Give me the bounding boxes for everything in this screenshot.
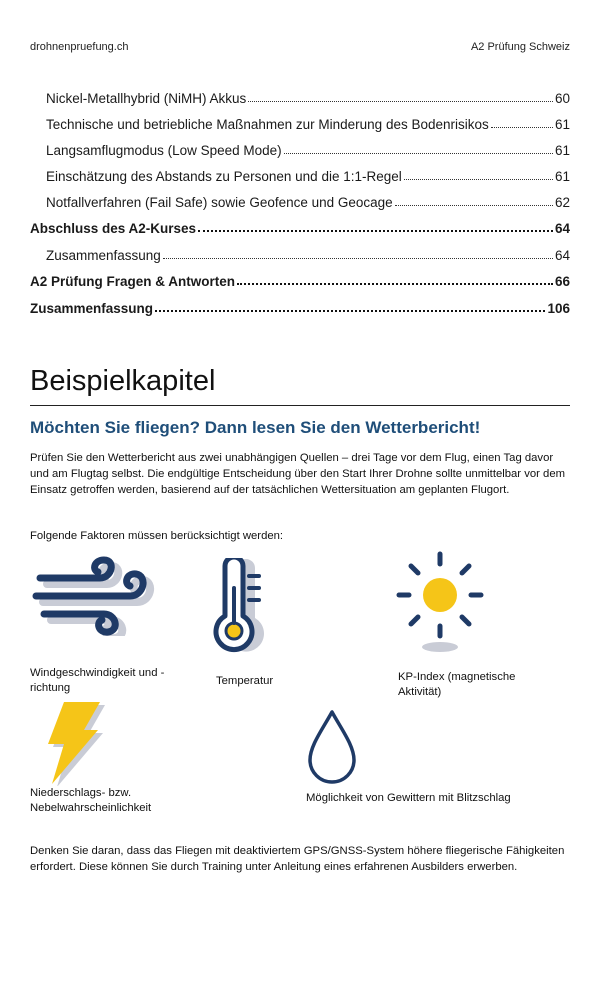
toc-leader-dots <box>395 205 553 206</box>
site-name: drohnenpruefung.ch <box>30 41 129 53</box>
toc-entry-page: 64 <box>554 248 570 263</box>
toc-entry[interactable] <box>30 138 570 158</box>
toc-chapter-entry[interactable] <box>30 296 570 316</box>
toc-entry-page: 66 <box>554 274 570 289</box>
section-title: Möchten Sie fliegen? Dann lesen Sie den Wetterbericht! <box>30 418 481 437</box>
toc-entry-label: Technische und betriebliche Maßnahmen zur Minderung des Bodenrisikos <box>46 117 489 132</box>
toc-entry[interactable] <box>30 243 570 263</box>
toc-entry[interactable] <box>30 112 570 132</box>
toc-entry-label: Nickel-Metallhybrid (NiMH) Akkus <box>46 91 247 106</box>
toc-leader-dots <box>198 230 553 232</box>
toc-entry-page: 61 <box>554 169 570 184</box>
toc-chapter-entry[interactable] <box>30 216 570 236</box>
wind-icon <box>32 556 162 636</box>
outro-paragraph: Denken Sie daran, dass das Fliegen mit deaktiviertem GPS/GNSS-System höhere fliegerische Fähigkeiten erfordert. Diese können Sie durch Training unter Anleitung eines erfahrenen Ausbilders erwerben. <box>30 845 565 873</box>
toc-entry-label: Langsamflugmodus (Low Speed Mode) <box>46 143 282 158</box>
toc-chapter-entry[interactable] <box>30 269 570 289</box>
toc-entry[interactable] <box>30 164 570 184</box>
factor-precipitation-label: Niederschlags- bzw. Nebelwahrscheinlichkeit <box>30 787 152 814</box>
toc-entry-page: 60 <box>554 91 570 106</box>
toc-entry-page: 61 <box>554 117 570 132</box>
thermometer-icon <box>207 558 273 654</box>
chapter-divider <box>30 405 570 406</box>
toc-entry-page: 61 <box>554 143 570 158</box>
toc-entry-page: 106 <box>547 301 570 316</box>
factor-kp-index-label: KP-Index (magnetische Aktivität) <box>398 671 516 698</box>
toc-entry-label: Zusammenfassung <box>30 301 154 316</box>
toc-leader-dots <box>155 310 545 312</box>
sun-icon <box>392 550 488 654</box>
water-drop-icon <box>304 708 364 788</box>
toc-entry-label: Notfallverfahren (Fail Safe) sowie Geofence und Geocage <box>46 195 393 210</box>
toc-entry[interactable] <box>30 190 570 210</box>
toc-entry-label: A2 Prüfung Fragen & Antworten <box>30 274 235 289</box>
factor-wind-label: Windgeschwindigkeit und - richtung <box>30 667 165 694</box>
intro-paragraph: Prüfen Sie den Wetterbericht aus zwei unabhängigen Quellen – drei Tage vor dem Flug, einen Tag davor und am Flugtag selbst. Die endgültige Entscheidung über den Start Ihrer Drohne sollte unmittelbar vor dem Einsatz getroffen werden, basierend auf der tatsächlichen Wettersituation am geplanten Flugort. <box>30 452 566 496</box>
toc-leader-dots <box>248 101 553 102</box>
toc-leader-dots <box>163 258 553 259</box>
toc-entry-page: 62 <box>554 195 570 210</box>
toc-entry-label: Abschluss des A2-Kurses <box>30 221 197 236</box>
toc-leader-dots <box>237 283 553 285</box>
chapter-title: Beispielkapitel <box>30 365 216 397</box>
toc-leader-dots <box>404 179 553 180</box>
toc-entry-page: 64 <box>554 221 570 236</box>
factor-temperature-label: Temperatur <box>216 675 274 687</box>
factors-intro: Folgende Faktoren müssen berücksichtigt werden: <box>30 530 284 542</box>
toc-leader-dots <box>284 153 553 154</box>
toc-entry-label: Einschätzung des Abstands zu Personen und die 1:1-Regel <box>46 169 402 184</box>
page-header <box>30 41 570 57</box>
header-title: A2 Prüfung Schweiz <box>470 41 570 53</box>
toc-leader-dots <box>491 127 553 128</box>
lightning-icon <box>34 698 106 786</box>
toc-entry-label: Zusammenfassung <box>46 248 161 263</box>
factor-thunderstorm-label: Möglichkeit von Gewittern mit Blitzschlag <box>306 792 511 804</box>
toc-entry[interactable] <box>30 86 570 106</box>
